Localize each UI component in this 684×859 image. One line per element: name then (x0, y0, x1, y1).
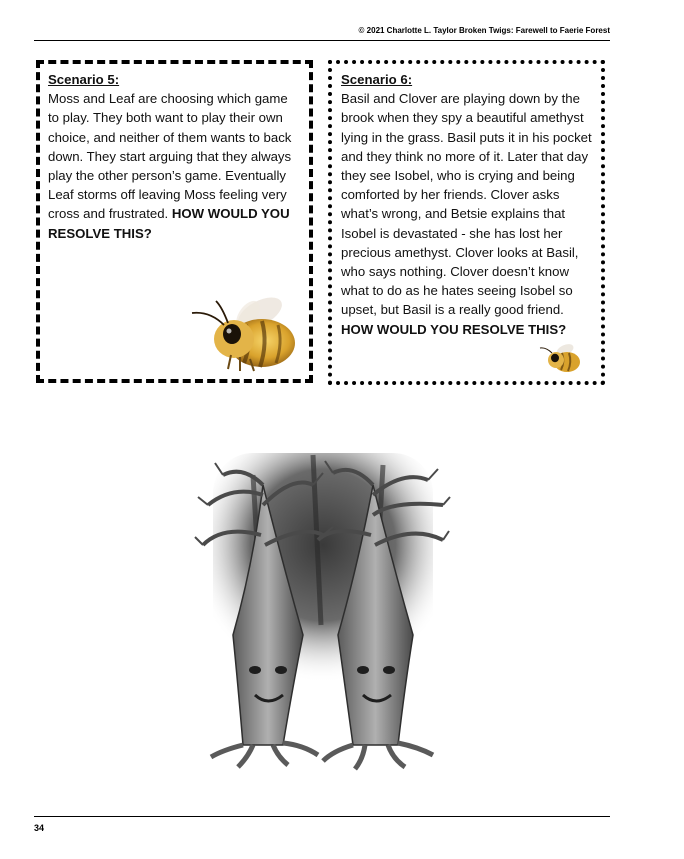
bee-illustration-large (176, 293, 300, 375)
footer-rule (34, 816, 610, 817)
copyright-text: © 2021 Charlotte L. Taylor Broken Twigs: Farewell to Faerie Forest (358, 26, 610, 35)
twisted-trees-illustration (193, 445, 451, 773)
page-header (34, 26, 610, 41)
scenario-5-question: HOW WOULD YOU RESOLVE THIS? (48, 206, 290, 241)
scenario-5-text (48, 89, 302, 243)
page-number: 34 (34, 823, 45, 833)
scenario-6-card (328, 60, 605, 385)
scenario-6-body: Basil and Clover are playing down by the brook when they spy a beautiful amethyst lying in the grass. Basil puts it in his pocket and they think no more of it. Later that day they see Isobel, who is crying and being comforted by her friends. Clover asks what’s wrong, and Betsie explains that Isobel is devastated - she has lost her precious amethyst. Clover looks at Basil, who says nothing. Clover doesn’t know what to do as he hates seeing Isobel so upset, but Basil is a really good friend. (341, 91, 592, 318)
scenario-6-heading: Scenario 6: (341, 72, 413, 87)
scenario-5-heading: Scenario 5: (48, 72, 120, 87)
bee-illustration-small (537, 341, 585, 375)
scenario-5-body: Moss and Leaf are choosing which game to play. They both want to play their own choice, and neither of them wants to back down. They start arguing that they always play the other person’s game. Eventually Leaf storms off leaving Moss feeling very cross and frustrated. (48, 91, 292, 222)
scenario-6-text (341, 89, 595, 339)
scenario-6-question: HOW WOULD YOU RESOLVE THIS? (341, 321, 567, 337)
